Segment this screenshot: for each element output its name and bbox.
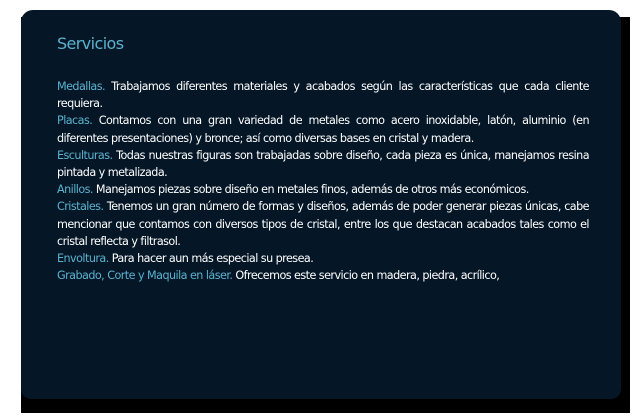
service-item-esculturas (57, 147, 589, 181)
service-description: Contamos con una gran variedad de metales como acero inoxidable, latón, aluminio (en diferentes presentaciones) y bronce; así como diversas bases en cristal y madera. (57, 114, 589, 145)
service-name: Cristales. (57, 200, 104, 214)
service-description: Todas nuestras figuras son trabajadas sobre diseño, cada pieza es única, manejamos resina pintada y metalizada. (57, 148, 589, 180)
service-name: Envoltura. (57, 252, 109, 266)
service-item-anillos (57, 181, 589, 198)
service-description: Tenemos un gran número de formas y diseños, además de poder generar piezas únicas, cabe mencionar que contamos con diversos tipos de cristal, entre los que destacan acabados tales como el cristal reflecta y filtrasol. (57, 200, 589, 248)
service-item-placas (57, 112, 589, 146)
services-list (57, 78, 589, 284)
section-title: Servicios (57, 34, 124, 53)
service-description: Trabajamos diferentes materiales y acabados según las características que cada cliente requiera. (57, 80, 589, 111)
service-item-envoltura (57, 250, 589, 267)
service-description: Para hacer aun más especial su presea. (108, 252, 314, 266)
service-description: Ofrecemos este servicio en madera, piedra, acrílico, (232, 269, 500, 283)
service-item-cristales (57, 198, 589, 250)
service-name: Grabado, Corte y Maquila en láser. (57, 269, 233, 283)
services-card (21, 10, 621, 399)
service-name: Placas. (57, 114, 93, 128)
service-item-medallas (57, 78, 589, 112)
service-name: Anillos. (57, 183, 93, 197)
service-description: Manejamos piezas sobre diseño en metales finos, además de otros más económicos. (92, 183, 529, 197)
service-name: Medallas. (57, 80, 105, 93)
service-item-grabado-laser (57, 267, 589, 284)
service-name: Esculturas. (57, 148, 113, 162)
